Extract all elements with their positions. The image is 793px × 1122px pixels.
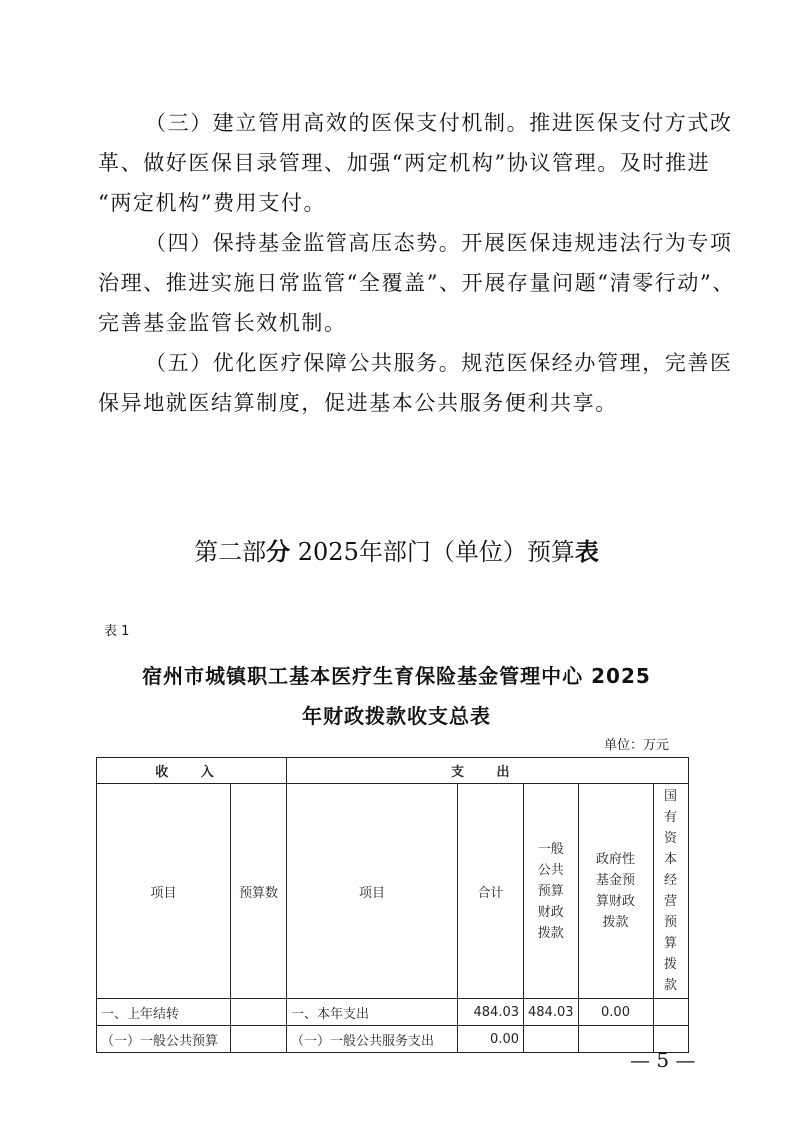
page-number: — 5 — [630,1048,696,1072]
paragraph-line: “两定机构”费用支付。 [98,191,327,215]
table-cell: 484.03 [458,999,524,1026]
column-header: 预算数 [231,784,287,999]
expense-header: 支 出 [287,758,689,784]
paragraph-line: （三）建立管用高效的医保支付机制。推进医保支付方式改 [145,111,733,135]
table-cell [231,999,287,1026]
column-header: 项目 [97,784,231,999]
table-title: 宿州市城镇职工基本医疗生育保险基金管理中心 2025 [142,664,651,688]
table-title: 年财政拨款收支总表 [302,704,491,728]
table-cell [524,1026,579,1053]
paragraph-line: （五）优化医疗保障公共服务。规范医保经办管理，完善医 [145,351,733,375]
paragraph-line: 革、做好医保目录管理、加强“两定机构”协议管理。及时推进 [98,151,711,175]
table-cell: 0.00 [578,999,653,1026]
table-cell: 0.00 [458,1026,524,1053]
table-cell: 一、上年结转 [97,999,231,1026]
paragraph-line: 保异地就医结算制度，促进基本公共服务便利共享。 [98,391,618,415]
table-label: 表 1 [104,624,130,639]
column-header: 合计 [458,784,524,999]
table-cell [231,1026,287,1053]
unit-label: 单位：万元 [604,738,670,753]
column-header: 政府性 基金预 算财政 拨款 [578,784,653,999]
section-heading [0,532,793,567]
heading-text: 2025年部门（单位）预算 [290,538,575,566]
paragraph-line: （四）保持基金监管高压态势。开展医保违规违法行为专项 [145,231,733,255]
budget-table [96,757,689,1053]
heading-text: 表 [574,537,599,566]
table-cell: 一、本年支出 [287,999,458,1026]
heading-text: 分 [266,537,291,566]
table-cell: 484.03 [524,999,579,1026]
table-cell [653,999,688,1026]
income-header: 收 入 [97,758,287,784]
table-cell: （一）一般公共服务支出 [287,1026,458,1053]
paragraph-line: 治理、推进实施日常监管“全覆盖”、开展存量问题“清零行动”、 [98,271,735,295]
column-header: 项目 [287,784,458,999]
column-header: 一般 公共 预算 财政 拨款 [524,784,579,999]
table-cell: （一）一般公共预算 [97,1026,231,1053]
heading-text: 第二部 [194,538,267,566]
paragraph-line: 完善基金监管长效机制。 [98,311,347,335]
column-header: 国 有 资 本 经 营 预 算 拨 款 [653,784,688,999]
